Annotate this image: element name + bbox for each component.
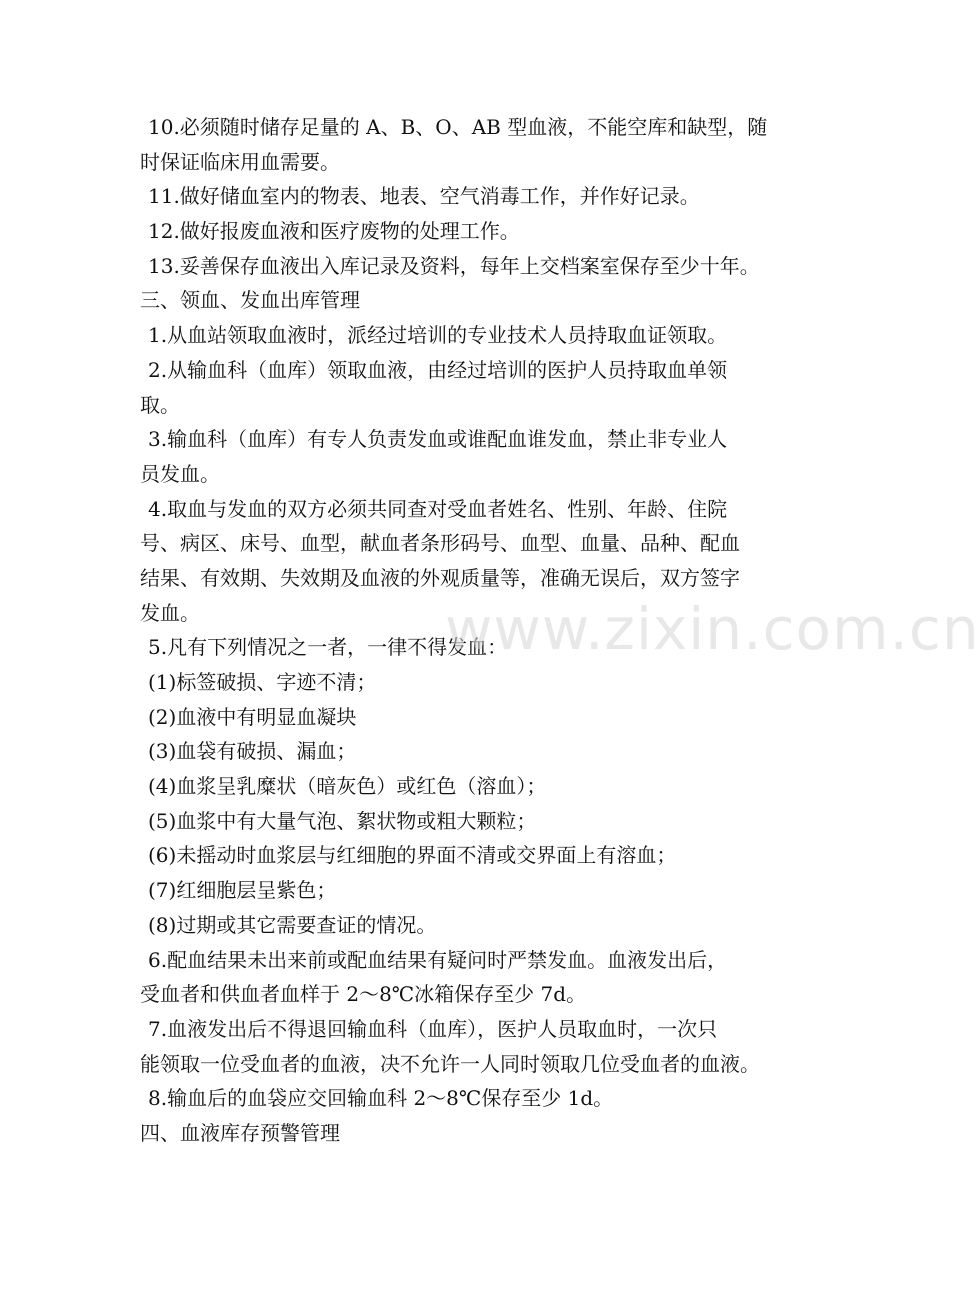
text-line: 受血者和供血者血样于 2～8℃冰箱保存至少 7d。 (140, 982, 587, 1007)
section-heading: 三、领血、发血出库管理 (140, 288, 360, 313)
text-line: 1.从血站领取血液时，派经过培训的专业技术人员持取血证领取。 (148, 323, 728, 348)
text-line: 3.输血科（血库）有专人负责发血或谁配血谁发血，禁止非专业人 (148, 427, 728, 452)
list-item: (2)血液中有明显血凝块 (148, 704, 357, 729)
text-line: 取。 (140, 392, 180, 417)
list-item: (8)过期或其它需要查证的情况。 (148, 912, 437, 937)
watermark: www.zixin.com.cn (445, 595, 980, 663)
text-line: 5.凡有下列情况之一者，一律不得发血： (148, 635, 508, 660)
text-line: 10.必须随时储存足量的 A、B、O、AB 型血液，不能空库和缺型，随 (148, 115, 768, 139)
text-line: 12.做好报废血液和医疗废物的处理工作。 (148, 219, 520, 244)
text-line: 号、病区、床号、血型，献血者条形码号、血型、血量、品种、配血 (140, 531, 740, 556)
section-heading: 四、血液库存预警管理 (140, 1120, 340, 1145)
text-line: 13.妥善保存血液出入库记录及资料，每年上交档案室保存至少十年。 (148, 253, 760, 278)
text-line: 时保证临床用血需要。 (140, 149, 340, 174)
list-item: (1)标签破损、字迹不清； (148, 670, 377, 694)
list-item: (6)未摇动时血浆层与红细胞的界面不清或交界面上有溶血； (148, 843, 677, 868)
text-line: 结果、有效期、失效期及血液的外观质量等，准确无误后，双方签字 (140, 565, 740, 590)
list-item: (5)血浆中有大量气泡、絮状物或粗大颗粒； (148, 808, 537, 833)
text-line: 能领取一位受血者的血液，决不允许一人同时领取几位受血者的血液。 (140, 1051, 760, 1076)
text-line: 11.做好储血室内的物表、地表、空气消毒工作，并作好记录。 (148, 184, 700, 209)
text-line: 4.取血与发血的双方必须共同查对受血者姓名、性别、年龄、住院 (148, 496, 728, 521)
text-line: 8.输血后的血袋应交回输血科 2～8℃保存至少 1d。 (148, 1086, 614, 1111)
document-body (140, 110, 800, 1151)
list-item: (3)血袋有破损、漏血； (148, 739, 357, 764)
text-line: 6.配血结果未出来前或配血结果有疑问时严禁发血。血液发出后， (148, 947, 728, 972)
text-line: 员发血。 (140, 461, 220, 486)
list-item: (7)红细胞层呈紫色； (148, 878, 337, 903)
list-item: (4)血浆呈乳糜状（暗灰色）或红色（溶血）； (148, 774, 547, 799)
text-line: 2.从输血科（血库）领取血液，由经过培训的医护人员持取血单领 (148, 357, 728, 382)
text-line: 7.血液发出后不得退回输血科（血库），医护人员取血时，一次只 (148, 1016, 718, 1041)
text-line: 发血。 (140, 600, 200, 625)
